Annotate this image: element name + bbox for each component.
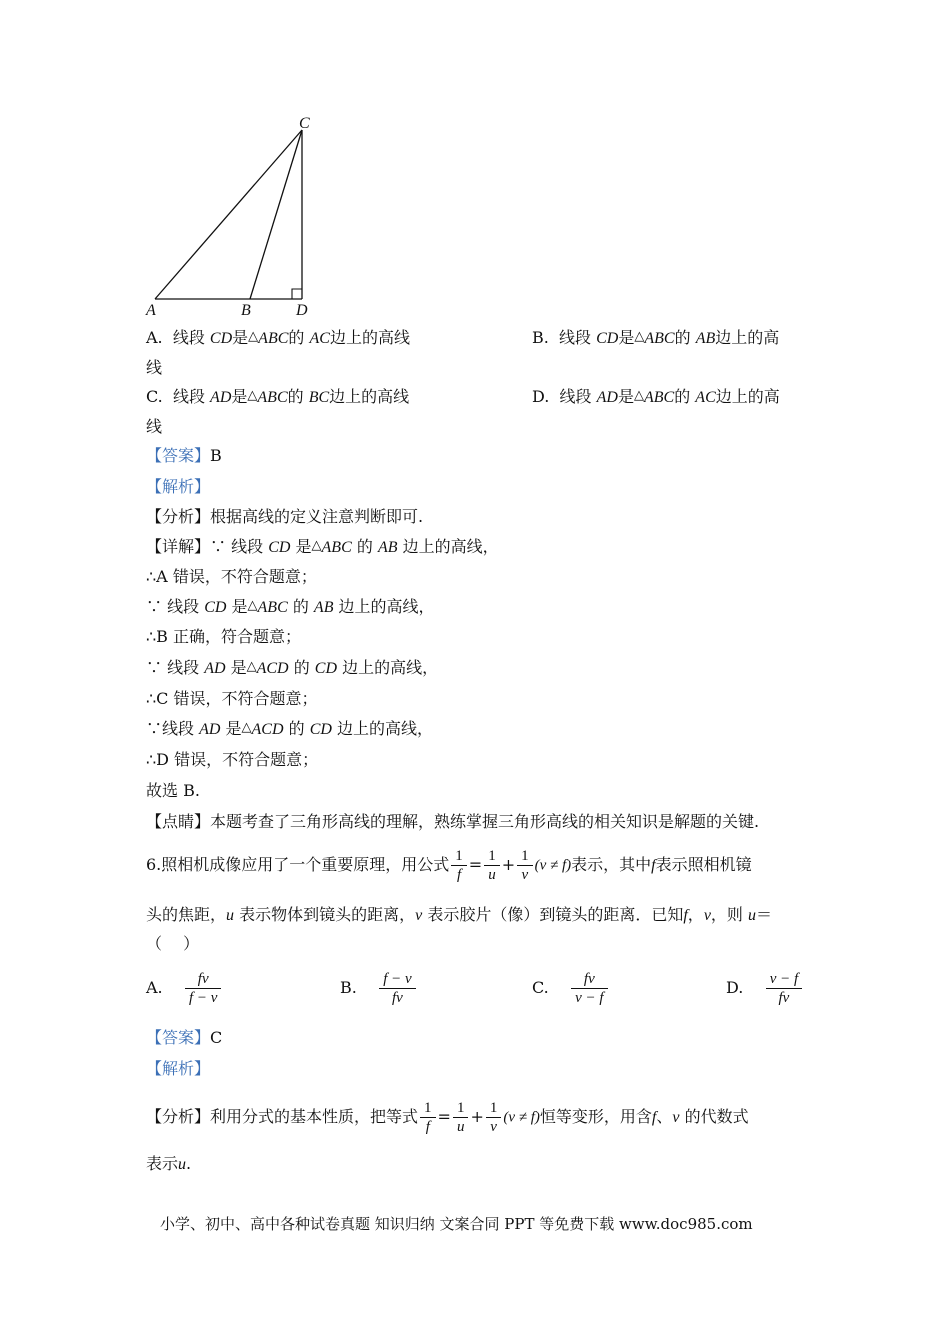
q6-fenxi-wrap: 表示u. bbox=[146, 1154, 192, 1173]
option-a-wrap: 线 bbox=[146, 358, 163, 377]
q6-analysis-tag: 【解析】 bbox=[146, 1059, 211, 1078]
q6-option-d: D. $\frac{v - f}{fv}$ bbox=[726, 966, 804, 1010]
q5-detail-line-5: ∴C 错误，不符合题意； bbox=[146, 689, 318, 708]
q6-stem-line-1: 6.照相机成像应用了一个重要原理，用公式 $\frac{1}{f}$ = $\frac{1}{u}$ + $\frac{1}{v}$ (v ≠ f)表示，其中f表示照相机镜 bbox=[146, 848, 752, 883]
option-c: C. 线段 AD是△ABC的 BC边上的高线 bbox=[146, 387, 410, 406]
label-a: A bbox=[146, 302, 156, 319]
label-d: D bbox=[296, 302, 308, 319]
option-c-wrap: 线 bbox=[146, 417, 163, 436]
q5-analysis-tag: 【解析】 bbox=[146, 477, 211, 496]
label-b: B bbox=[241, 302, 251, 319]
q5-detail-line-8: 故选 B. bbox=[146, 781, 200, 800]
option-a: A. 线段 CD是△ABC的 AC边上的高线 bbox=[146, 328, 410, 347]
q5-detail-line-6: ∵线段 AD 是△ACD 的 CD 边上的高线， bbox=[146, 719, 434, 738]
q6-answer: 【答案】C bbox=[146, 1028, 223, 1047]
q5-dianjing: 【点睛】本题考查了三角形高线的理解，熟练掌握三角形高线的相关知识是解题的关键. bbox=[146, 812, 760, 831]
q5-fenxi: 【分析】根据高线的定义注意判断即可. bbox=[146, 507, 424, 526]
q5-detail-line-0: 【详解】∵ 线段 CD 是△ABC 的 AB 边上的高线， bbox=[146, 537, 499, 556]
q6-option-b: B. $\frac{f - v}{fv}$ bbox=[340, 966, 418, 1010]
q6-option-c: C. $\frac{fv}{v - f}$ bbox=[532, 966, 610, 1010]
q5-detail-line-3: ∴B 正确，符合题意； bbox=[146, 627, 302, 646]
q6-stem-line-2: 头的焦距，u 表示物体到镜头的距离，v 表示胶片（像）到镜头的距离．已知f，v，则 u＝ bbox=[146, 905, 773, 924]
label-c: C bbox=[299, 115, 310, 132]
q5-detail-line-7: ∴D 错误，不符合题意； bbox=[146, 750, 319, 769]
q5-detail-line-2: ∵ 线段 CD 是△ABC 的 AB 边上的高线， bbox=[146, 597, 435, 616]
q6-option-a: A. $\frac{fv}{f - v}$ bbox=[146, 966, 223, 1010]
q5-detail-line-4: ∵ 线段 AD 是△ACD 的 CD 边上的高线， bbox=[146, 658, 439, 677]
option-b: B. 线段 CD是△ABC的 AB边上的高 bbox=[532, 328, 780, 347]
q5-detail-line-1: ∴A 错误，不符合题意； bbox=[146, 567, 317, 586]
q6-blank: （ ） bbox=[146, 934, 200, 953]
q5-answer: 【答案】B bbox=[146, 446, 222, 465]
q6-fenxi: 【分析】利用分式的基本性质，把等式 $\frac{1}{f}$ = $\frac{1}{u}$ + $\frac{1}{v}$ (v ≠ f)恒等变形，用含f、v 的代数式 bbox=[146, 1100, 749, 1135]
triangle-figure bbox=[140, 110, 330, 320]
page-footer: 小学、初中、高中各种试卷真题 知识归纳 文案合同 PPT 等免费下载 www.doc985.com bbox=[160, 1215, 753, 1233]
option-d: D. 线段 AD是△ABC的 AC边上的高 bbox=[532, 387, 780, 406]
